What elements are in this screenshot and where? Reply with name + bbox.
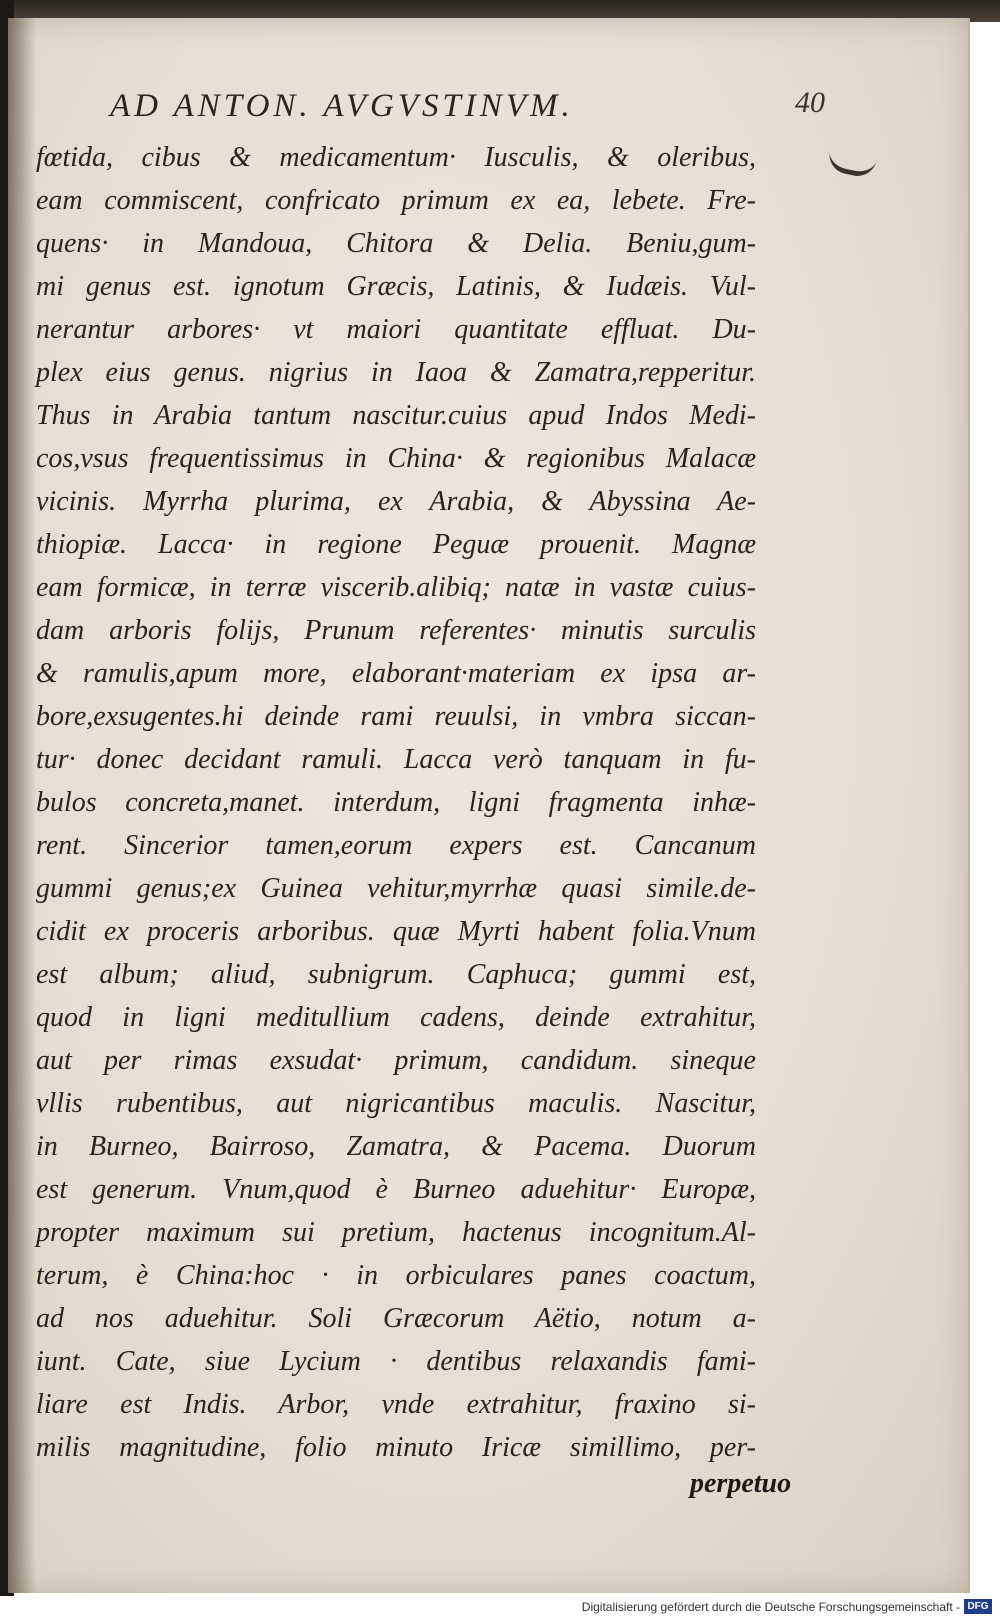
text-line: cidit ex proceris arboribus. quæ Myrti habent folia.Vnum [36,916,756,947]
text-line: & ramulis,apum more, elaborant·materiam ex ipsa ar- [36,658,756,689]
text-line: milis magnitudine, folio minuto Iricæ simillimo, per- [36,1432,756,1463]
text-line: propter maximum sui pretium, hactenus incognitum.Al- [36,1217,756,1248]
gutter-shadow [8,18,36,1593]
text-line: rent. Sincerior tamen,eorum expers est. Cancanum [36,830,756,861]
text-line: thiopiæ. Lacca· in regione Peguæ prouenit. Magnæ [36,529,756,560]
text-line: plex eius genus. nigrius in Iaoa & Zamatra,repperitur. [36,357,756,388]
text-line: tur· donec decidant ramuli. Lacca verò tanquam in fu- [36,744,756,775]
text-line: bore,exsugentes.hi deinde rami reuulsi, in vmbra siccan- [36,701,756,732]
text-line: quod in ligni meditullium cadens, deinde extrahitur, [36,1002,756,1033]
text-line: gummi genus;ex Guinea vehitur,myrrhæ quasi simile.de- [36,873,756,904]
text-line: in Burneo, Bairroso, Zamatra, & Pacema. Duorum [36,1131,756,1162]
catchword: perpetuo [690,1468,792,1499]
text-line: iunt. Cate, siue Lycium · dentibus relaxandis fami- [36,1346,756,1377]
text-line: vicinis. Myrrha plurima, ex Arabia, & Abyssina Ae- [36,486,756,517]
text-line: bulos concreta,manet. interdum, ligni fragmenta inhæ- [36,787,756,818]
digitization-credit: Digitalisierung gefördert durch die Deutsche Forschungsgemeinschaft - [581,1600,960,1614]
text-line: fœtida, cibus & medicamentum· Iusculis, & oleribus, [36,142,756,173]
text-line: aut per rimas exsudat· primum, candidum. sineque [36,1045,756,1076]
text-line: nerantur arbores· vt maiori quantitate effluat. Du- [36,314,756,345]
text-line: cos,vsus frequentissimus in China· & regionibus Malacæ [36,443,756,474]
text-line: quens· in Mandoua, Chitora & Delia. Beniu,gum- [36,228,756,259]
text-line: eam formicæ, in terræ viscerib.alibiq; natæ in vastæ cuius- [36,572,756,603]
text-line: Thus in Arabia tantum nascitur.cuius apud Indos Medi- [36,400,756,431]
text-line: vllis rubentibus, aut nigricantibus maculis. Nascitur, [36,1088,756,1119]
text-block [36,136,756,1469]
dfg-logo: DFG [964,1599,992,1614]
text-line: ad nos aduehitur. Soli Græcorum Aëtio, notum a- [36,1303,756,1334]
running-head: AD ANTON. AVGVSTINVM. [110,88,574,124]
text-line: terum, è China:hoc · in orbiculares panes coactum, [36,1260,756,1291]
folio-number: 40 [795,86,825,119]
text-line: mi genus est. ignotum Græcis, Latinis, & Iudæis. Vul- [36,271,756,302]
text-line: dam arboris folijs, Prunum referentes· minutis surculis [36,615,756,646]
text-line: est album; aliud, subnigrum. Caphuca; gummi est, [36,959,756,990]
text-line: liare est Indis. Arbor, vnde extrahitur, fraxino si- [36,1389,756,1420]
text-line: est generum. Vnum,quod è Burneo aduehitur· Europæ, [36,1174,756,1205]
text-line: eam commiscent, confricato primum ex ea, lebete. Fre- [36,185,756,216]
